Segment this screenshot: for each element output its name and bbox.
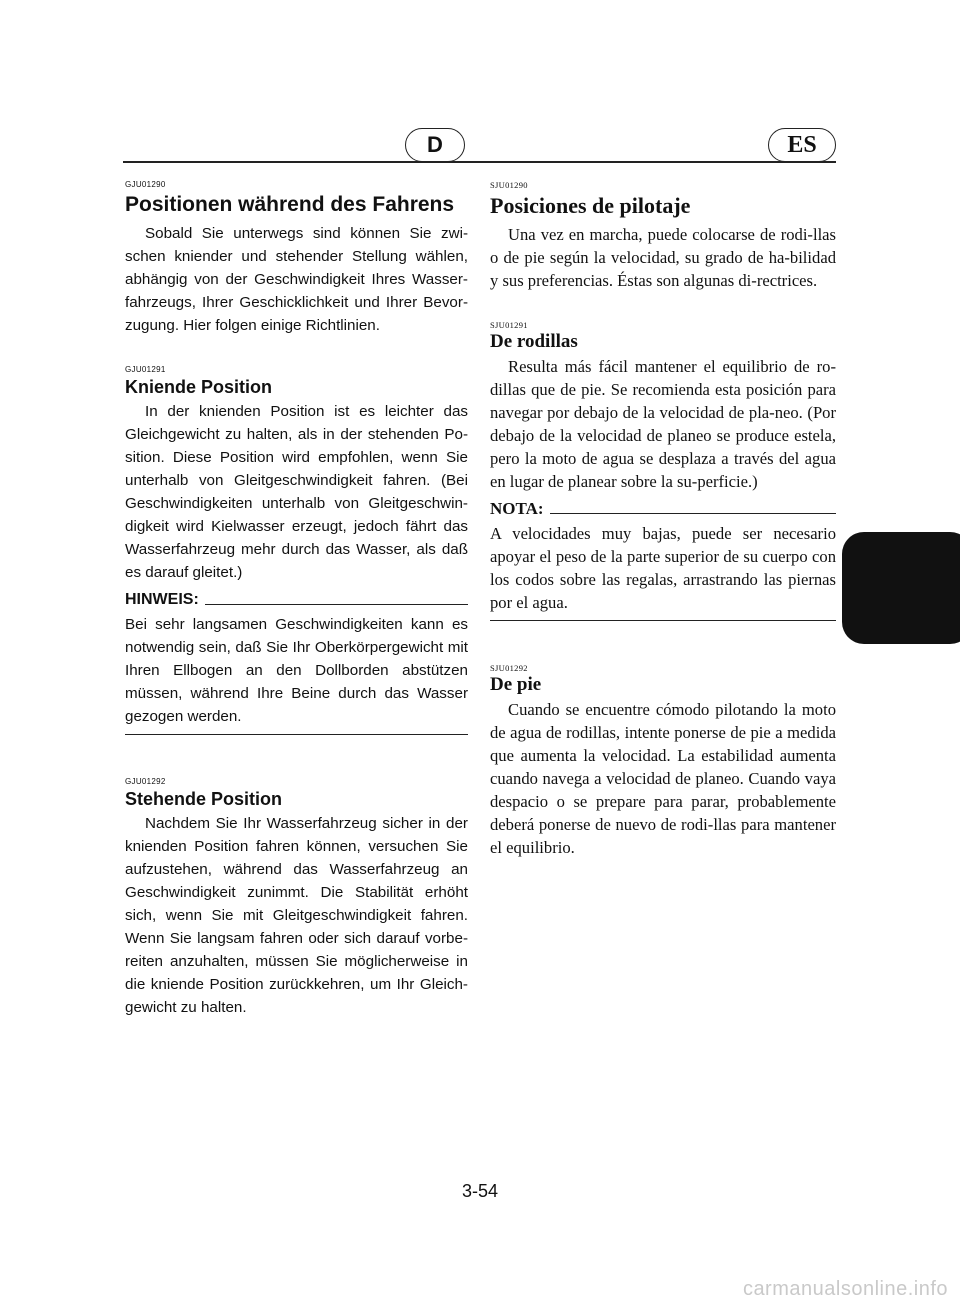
watermark: carmanualsonline.info (742, 1278, 948, 1300)
section-code: SJU01291 (490, 320, 528, 330)
section-body: Cuando se encuentre cómodo pilotando la moto de agua de rodillas, intente ponerse de pie a medida que aumenta la velocidad. La estabilidad aumenta cuando navega a velocidad de planeo. Cuando vaya despacio o se prepare para parar, probablemente deberá ponerse de nuevo de rodi-llas para mantener el equilibrio. (490, 700, 836, 857)
note-label: NOTA: (490, 499, 544, 518)
note-rule (205, 604, 468, 605)
page-header (123, 128, 836, 164)
section-title: Posiciones de pilotaje (490, 193, 691, 218)
section-title: De pie (490, 674, 542, 695)
section-code: GJU01290 (125, 180, 166, 189)
note-rule (550, 513, 836, 514)
note-header (490, 497, 836, 520)
section-title: Kniende Position (125, 377, 273, 397)
section-title: De rodillas (490, 331, 578, 352)
section-body: In der knienden Position ist es leichter das Gleichgewicht zu halten, als in der stehenden Po-sition. Diese Position wird empfohlen, wenn Sie unterhalb von Gleitgeschwindigkeit fahren. (Bei Geschwindigkeiten unterhalb von Gleitgeschwin-digkeit wird Kielwasser erzeugt, jedoch fährt das Wasserfahrzeug mehr durch das Wasser, als daß es darauf gleitet.) (125, 403, 468, 581)
note-label: HINWEIS: (125, 591, 199, 608)
section-body: Nachdem Sie Ihr Wasserfahrzeug sicher in der knienden Position fahren können, versuchen Sie aufzustehen, während das Wasserfahrzeug an Geschwindigkeit zunimmt. Die Stabilität erhöht sich, wenn Sie mit Gleitgeschwindigkeit fahren. Wenn Sie langsam fahren oder sich darauf vorbe-reiten anzuhalten, müssen Sie möglicherweise in die kniende Position zurückkehren, um Ihr Gleich-gewicht zu halten. (125, 815, 468, 1016)
chapter-thumb-tab (842, 532, 960, 644)
german-column (125, 180, 468, 1019)
section-body: Resulta más fácil mantener el equilibrio de ro-dillas que de pie. Se recomienda esta posición para navegar por debajo de la velocidad de pla-neo. (Por debajo de la velocidad de planeo se produce estela, pero la moto de agua se desplaza a través del agua en lugar de planear sobre la su-perficie.) (490, 357, 836, 491)
section-title: Stehende Position (125, 789, 283, 809)
section-code: SJU01292 (490, 663, 528, 673)
note-header (125, 588, 468, 611)
spanish-column (490, 180, 836, 859)
section-body: Sobald Sie unterwegs sind können Sie zwi-schen kniender und stehender Stellung wählen, abhängig von der Geschwindigkeit Ihres Wasser-fahrzeugs, Ihrer Geschicklichkeit und Ihrer Bevor-zugung. Hier folgen einige Richtlinien. (125, 225, 468, 334)
section-code: GJU01292 (125, 777, 166, 786)
language-tab-es: ES (768, 128, 836, 162)
section-title: Positionen während des Fahrens (125, 193, 455, 216)
header-rule (123, 161, 836, 163)
section-body: Una vez en marcha, puede colocarse de rodi-llas o de pie según la velocidad, su grado de ha-bilidad y sus preferencias. Éstas son algunas di-rectrices. (490, 225, 836, 290)
note-body: Bei sehr langsamen Geschwindigkeiten kann es notwendig sein, daß Sie Ihr Oberkörpergewicht mit Ihren Ellbogen an den Dollborden abstützen müssen, während Ihre Beine durch das Wasser gezogen werden. (125, 613, 468, 735)
language-tab-de: D (405, 128, 465, 162)
note-body: A velocidades muy bajas, puede ser necesario apoyar el peso de la parte superior de su cuerpo con los codos sobre las regalas, arrastrando las piernas por el agua. (490, 522, 836, 621)
section-code: GJU01291 (125, 365, 166, 374)
section-code: SJU01290 (490, 180, 528, 190)
page-number: 3-54 (461, 1181, 499, 1201)
